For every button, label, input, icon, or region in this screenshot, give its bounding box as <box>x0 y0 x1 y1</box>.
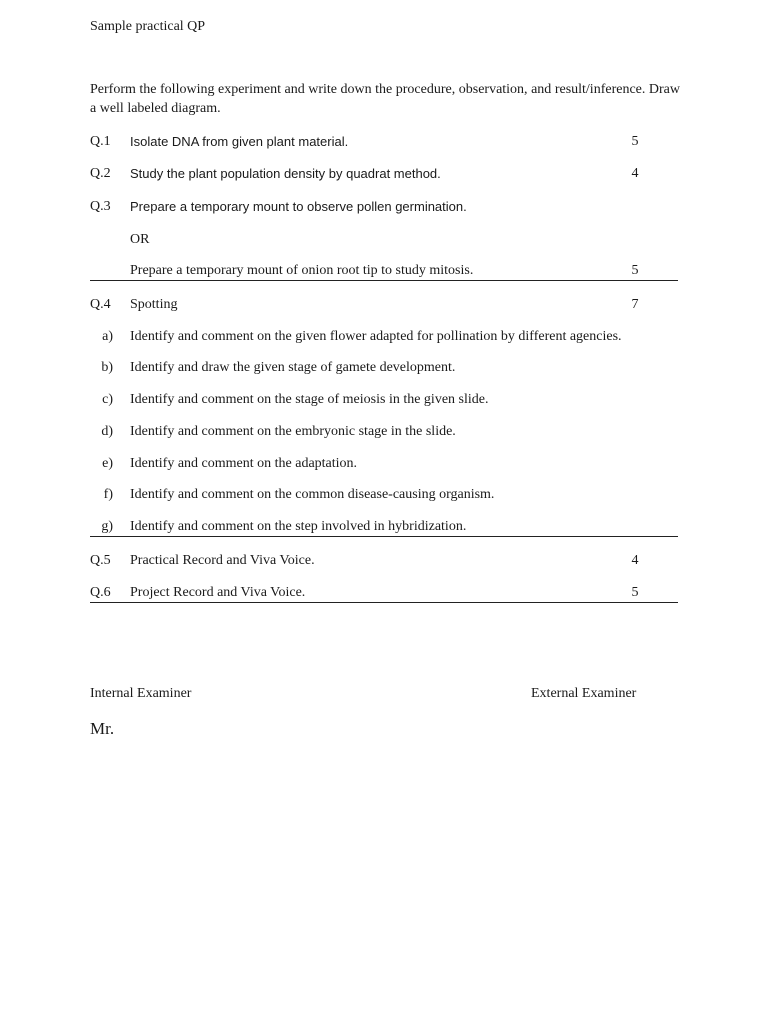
item-text: Identify and comment on the adaptation. <box>130 456 358 471</box>
question-number: Q.2 <box>90 166 111 181</box>
instructions-paragraph: Perform the following experiment and write down the procedure, observation, and result/inference. Draw a well labeled diagram. <box>90 82 680 116</box>
question-number: Q.3 <box>90 199 111 214</box>
item-label: f) <box>103 487 113 502</box>
item-label: e) <box>102 456 113 471</box>
item-label: b) <box>101 360 113 375</box>
question-number: Q.6 <box>90 585 111 600</box>
item-label: a) <box>102 329 113 344</box>
item-label: g) <box>101 519 113 534</box>
section-divider <box>90 280 678 281</box>
question-text: Project Record and Viva Voice. <box>130 585 306 600</box>
item-label: c) <box>102 392 113 407</box>
question-marks: 4 <box>631 553 639 568</box>
question-text: Spotting <box>130 297 178 312</box>
section-divider <box>90 602 678 603</box>
question-text: Study the plant population density by quadrat method. <box>130 166 441 181</box>
question-alt-text: Prepare a temporary mount of onion root tip to study mitosis. <box>130 263 474 278</box>
item-text: Identify and comment on the given flower adapted for pollination by different agencies. <box>130 329 622 344</box>
item-text: Identify and comment on the stage of meiosis in the given slide. <box>130 392 489 407</box>
examiner-name: Mr. <box>90 719 115 738</box>
question-text: Isolate DNA from given plant material. <box>130 134 349 149</box>
question-number: Q.1 <box>90 134 111 149</box>
question-marks: 4 <box>631 166 639 181</box>
question-text: Prepare a temporary mount to observe pollen germination. <box>130 199 467 214</box>
question-marks: 7 <box>631 297 639 312</box>
item-label: d) <box>101 424 113 439</box>
question-number: Q.5 <box>90 553 111 568</box>
item-text: Identify and draw the given stage of gamete development. <box>130 360 456 375</box>
section-divider <box>90 536 678 537</box>
question-number: Q.4 <box>90 297 111 312</box>
item-text: Identify and comment on the common disease-causing organism. <box>130 487 495 502</box>
question-marks: 5 <box>631 134 639 149</box>
item-text: Identify and comment on the embryonic stage in the slide. <box>130 424 456 439</box>
internal-examiner-label: Internal Examiner <box>90 686 192 701</box>
question-text: Practical Record and Viva Voice. <box>130 553 315 568</box>
external-examiner-label: External Examiner <box>531 686 637 701</box>
question-marks: 5 <box>631 263 639 278</box>
question-marks: 5 <box>631 585 639 600</box>
document-title: Sample practical QP <box>90 19 206 34</box>
or-label: OR <box>130 232 150 247</box>
item-text: Identify and comment on the step involved in hybridization. <box>130 519 467 534</box>
